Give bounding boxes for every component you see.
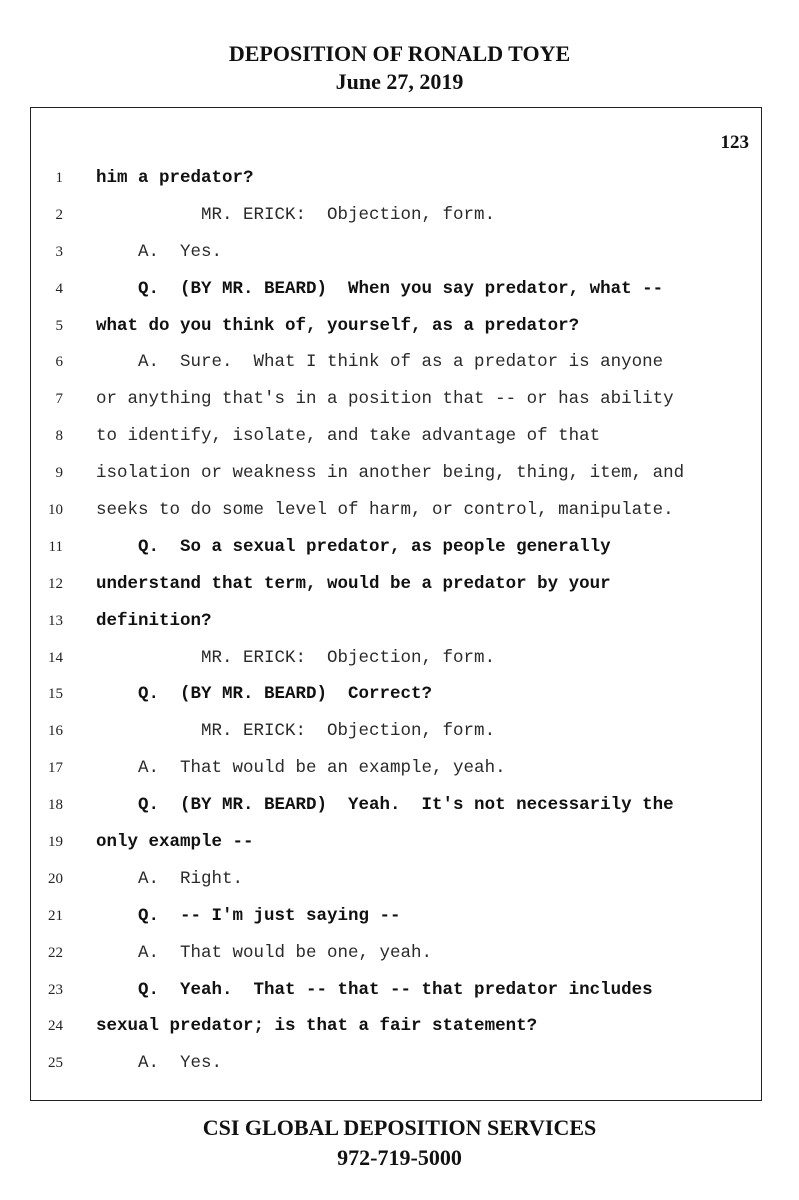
line-number: 7: [55, 391, 63, 408]
transcript-line: [31, 533, 761, 570]
transcript-line: [31, 607, 761, 644]
deposition-title: DEPOSITION OF RONALD TOYE: [228, 41, 571, 66]
transcript-line: [31, 164, 761, 201]
line-text: MR. ERICK: Objection, form.: [96, 721, 496, 742]
line-text: isolation or weakness in another being, thing, item, and: [96, 463, 685, 484]
line-number: 23: [48, 981, 63, 998]
transcript-page: [30, 107, 762, 1101]
transcript-line: [31, 422, 761, 459]
line-number: 21: [48, 907, 63, 924]
document-header: [0, 40, 799, 96]
line-number: 24: [48, 1018, 63, 1035]
line-text: Q. (BY MR. BEARD) When you say predator, what --: [96, 278, 664, 299]
line-number: 10: [48, 502, 63, 519]
footer-phone: 972-719-5000: [337, 1145, 462, 1170]
line-number: 19: [48, 834, 63, 851]
deposition-date: June 27, 2019: [335, 69, 464, 94]
transcript-line: [31, 496, 761, 533]
line-number: 2: [55, 206, 63, 223]
line-text: Q. So a sexual predator, as people generally: [96, 536, 611, 557]
line-text: Q. Yeah. That -- that -- that predator includes: [96, 979, 653, 1000]
transcript-line: [31, 238, 761, 275]
transcript-line: [31, 680, 761, 717]
line-text: definition?: [96, 610, 212, 631]
transcript-line: [31, 570, 761, 607]
line-text: Q. (BY MR. BEARD) Correct?: [96, 684, 433, 705]
line-number: 13: [48, 612, 63, 629]
line-text: MR. ERICK: Objection, form.: [96, 204, 496, 225]
transcript-line: [31, 1012, 761, 1049]
transcript-line: [31, 459, 761, 496]
transcript-line: [31, 201, 761, 238]
transcript-line: [31, 939, 761, 976]
line-text: A. Yes.: [96, 241, 223, 262]
line-number: 18: [48, 797, 63, 814]
line-text: sexual predator; is that a fair statement?: [96, 1016, 538, 1037]
line-text: MR. ERICK: Objection, form.: [96, 647, 496, 668]
line-number: 11: [48, 538, 63, 555]
transcript-line: [31, 828, 761, 865]
line-number: 8: [55, 428, 63, 445]
line-text: him a predator?: [96, 168, 254, 188]
line-text: only example --: [96, 832, 254, 853]
line-text: understand that term, would be a predator by your: [96, 573, 611, 594]
transcript-line: [31, 644, 761, 681]
transcript-lines: [31, 164, 761, 1086]
line-text: A. That would be one, yeah.: [96, 942, 433, 963]
line-text: Q. (BY MR. BEARD) Yeah. It's not necessarily the: [96, 795, 674, 816]
line-number: 14: [48, 649, 63, 666]
line-text: Q. -- I'm just saying --: [96, 905, 401, 926]
line-number: 17: [48, 760, 63, 777]
page-number: 123: [720, 132, 749, 153]
line-text: A. Sure. What I think of as a predator is anyone: [96, 352, 664, 373]
line-number: 15: [48, 686, 63, 703]
line-number: 22: [48, 944, 63, 961]
line-text: A. Right.: [96, 868, 244, 889]
transcript-line: [31, 348, 761, 385]
transcript-line: [31, 754, 761, 791]
line-number: 5: [55, 317, 63, 334]
line-number: 6: [55, 354, 63, 371]
line-text: what do you think of, yourself, as a predator?: [96, 315, 580, 336]
transcript-line: [31, 791, 761, 828]
line-number: 9: [55, 465, 63, 482]
transcript-line: [31, 902, 761, 939]
line-number: 12: [48, 575, 63, 592]
transcript-line: [31, 976, 761, 1013]
line-text: A. Yes.: [96, 1053, 223, 1074]
line-text: or anything that's in a position that -- or has ability: [96, 389, 674, 410]
transcript-line: [31, 1049, 761, 1086]
line-text: to identify, isolate, and take advantage of that: [96, 426, 601, 447]
footer-company: CSI GLOBAL DEPOSITION SERVICES: [202, 1115, 597, 1140]
line-number: 1: [55, 170, 63, 186]
line-number: 3: [55, 243, 63, 260]
document-footer: [0, 1113, 799, 1173]
line-text: A. That would be an example, yeah.: [96, 758, 506, 779]
line-number: 16: [48, 723, 63, 740]
transcript-line: [31, 865, 761, 902]
line-number: 20: [48, 870, 63, 887]
line-text: seeks to do some level of harm, or control, manipulate.: [96, 500, 674, 521]
transcript-line: [31, 385, 761, 422]
transcript-line: [31, 717, 761, 754]
line-number: 4: [55, 280, 63, 297]
line-number: 25: [48, 1055, 63, 1072]
transcript-line: [31, 312, 761, 349]
transcript-line: [31, 275, 761, 312]
